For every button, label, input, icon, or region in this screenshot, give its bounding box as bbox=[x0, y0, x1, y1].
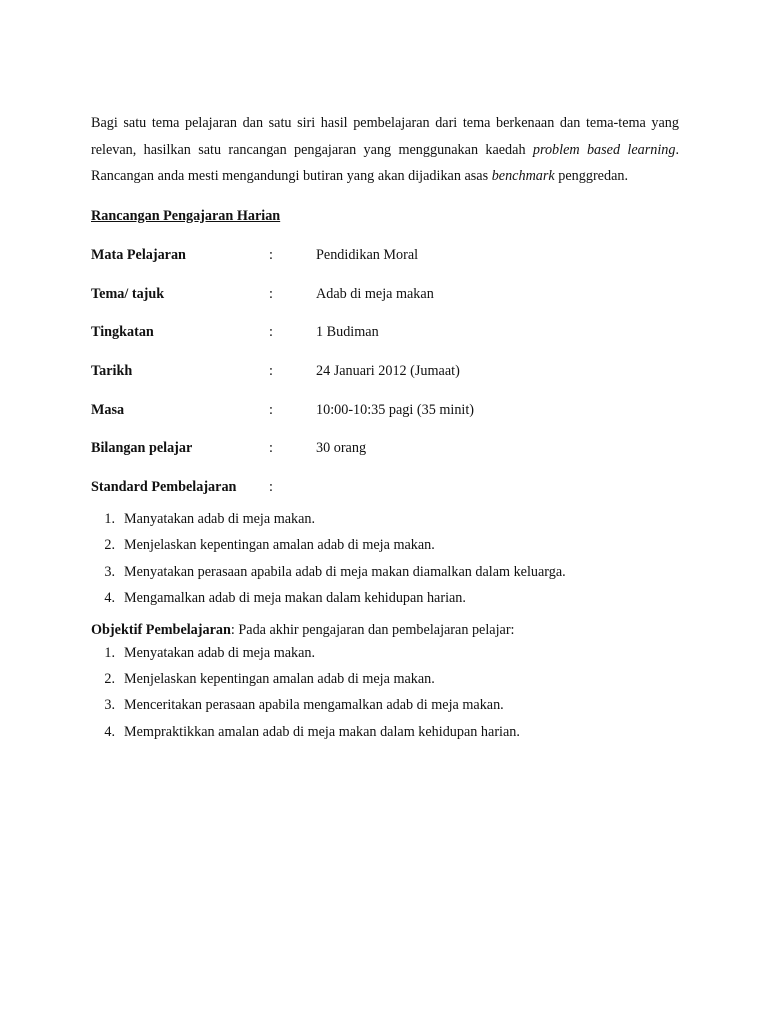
intro-italic-problem-based-learning: problem based learning bbox=[532, 141, 676, 158]
info-colon: : bbox=[269, 401, 273, 418]
info-row-standard-pembelajaran bbox=[91, 468, 679, 507]
info-value: 30 orang bbox=[316, 440, 367, 457]
objective-text: : Pada akhir pengajaran dan pembelajaran pelajar: bbox=[230, 622, 515, 639]
intro-text-1: Bagi satu tema pelajaran dan satu siri hasil pembelajaran dari tema berkenaan dan tema-tema yang relevan, hasilkan satu rancangan pengajaran yang menggunakan kaedah bbox=[91, 115, 679, 158]
objective-paragraph bbox=[91, 620, 679, 640]
list-number: 3. bbox=[104, 697, 115, 714]
list-number: 1. bbox=[104, 645, 115, 661]
info-table bbox=[91, 237, 679, 507]
list-text: Mempraktikkan amalan adab di meja makan dalam kehidupan harian. bbox=[124, 723, 520, 740]
info-label: Tingkatan bbox=[91, 324, 154, 341]
list-text: Menyatakan perasaan apabila adab di meja makan diamalkan dalam keluarga. bbox=[124, 563, 566, 580]
info-label: Standard Pembelajaran bbox=[91, 478, 237, 495]
list-text: Menjelaskan kepentingan amalan adab di meja makan. bbox=[124, 537, 435, 554]
list-item bbox=[91, 640, 679, 666]
list-item bbox=[91, 585, 679, 611]
intro-text-3: penggredan. bbox=[554, 168, 629, 184]
list-number: 4. bbox=[104, 723, 115, 740]
info-colon: : bbox=[269, 478, 273, 495]
info-label: Masa bbox=[91, 401, 125, 418]
list-number: 3. bbox=[104, 563, 115, 580]
info-row-masa bbox=[91, 391, 679, 430]
list-item bbox=[91, 693, 679, 719]
info-label: Tarikh bbox=[91, 363, 133, 380]
objective-list bbox=[91, 640, 679, 745]
info-colon: : bbox=[269, 363, 273, 380]
intro-text-2: . Rancangan anda mesti mengandungi butiran yang akan dijadikan asas bbox=[91, 141, 680, 184]
info-colon: : bbox=[269, 247, 273, 264]
objective-label: Objektif Pembelajaran bbox=[91, 622, 231, 639]
document-page bbox=[91, 110, 679, 745]
list-text: Menjelaskan kepentingan amalan adab di meja makan. bbox=[124, 671, 435, 688]
list-number: 4. bbox=[104, 589, 115, 606]
info-row-tarikh bbox=[91, 352, 679, 391]
list-number: 2. bbox=[104, 537, 115, 554]
info-colon: : bbox=[269, 440, 273, 457]
list-item bbox=[91, 667, 679, 693]
list-item bbox=[91, 559, 679, 585]
intro-paragraph bbox=[91, 110, 679, 190]
info-row-tingkatan bbox=[91, 314, 679, 353]
info-colon: : bbox=[269, 324, 273, 341]
info-row-mata-pelajaran bbox=[91, 237, 679, 276]
info-label: Bilangan pelajar bbox=[91, 440, 193, 457]
section-title: Rancangan Pengajaran Harian bbox=[91, 207, 281, 224]
list-text: Menceritakan perasaan apabila mengamalkan adab di meja makan. bbox=[124, 697, 504, 714]
list-item bbox=[91, 719, 679, 745]
list-item bbox=[91, 507, 679, 533]
standard-list bbox=[91, 507, 679, 612]
info-value: Adab di meja makan bbox=[316, 285, 434, 302]
info-value: 24 Januari 2012 (Jumaat) bbox=[316, 363, 460, 380]
intro-italic-benchmark: benchmark bbox=[491, 168, 555, 184]
info-colon: : bbox=[269, 285, 273, 302]
list-text: Menyatakan adab di meja makan. bbox=[124, 645, 316, 661]
info-label: Mata Pelajaran bbox=[91, 247, 186, 264]
info-row-tema-tajuk bbox=[91, 275, 679, 314]
list-number: 2. bbox=[104, 671, 115, 688]
list-text: Manyatakan adab di meja makan. bbox=[124, 511, 316, 528]
list-number: 1. bbox=[104, 511, 115, 528]
list-item bbox=[91, 533, 679, 559]
info-label: Tema/ tajuk bbox=[91, 285, 165, 302]
info-row-bilangan-pelajar bbox=[91, 429, 679, 468]
info-value: 1 Budiman bbox=[316, 324, 379, 341]
info-value: Pendidikan Moral bbox=[316, 247, 419, 264]
info-value: 10:00-10:35 pagi (35 minit) bbox=[316, 401, 475, 418]
list-text: Mengamalkan adab di meja makan dalam kehidupan harian. bbox=[124, 589, 466, 606]
